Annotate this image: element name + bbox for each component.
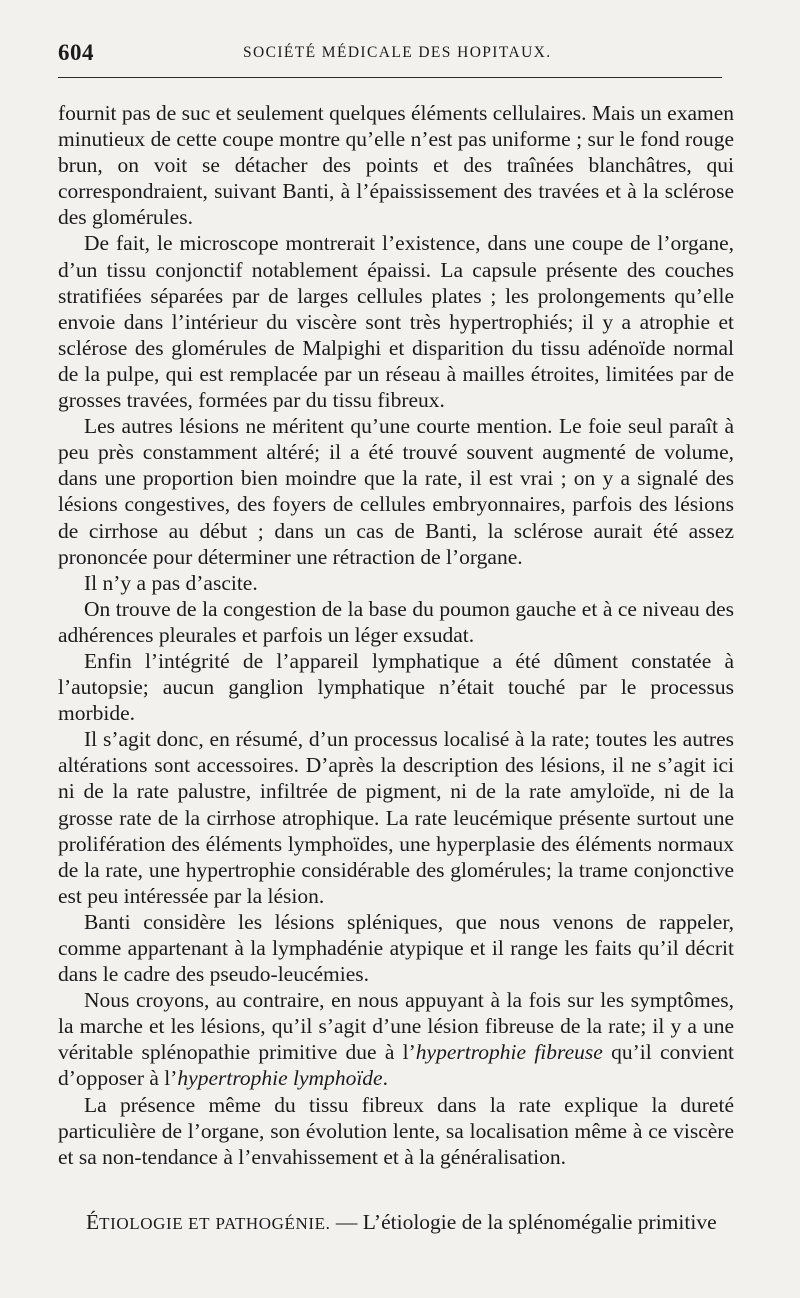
paragraph-6: Enfin l’intégrité de l’appareil lymphatique a été dûment constatée à l’autopsie; aucun ganglion lymphatique n’était touché par le processus morbide. [58,648,734,726]
section-heading-initial: É [86,1210,100,1234]
page-header [58,38,722,66]
paragraph-10: La présence même du tissu fibreux dans la rate explique la dureté particulière de l’organe, son évolution lente, sa localisation même à ce viscère et sa non-tendance à l’envahissement et à la généralisation. [58,1092,734,1169]
page-number: 604 [58,40,94,65]
paragraph-5: On trouve de la congestion de la base du poumon gauche et à ce niveau des adhérences pleurales et parfois un léger exsudat. [58,596,734,647]
paragraph-7: Il s’agit donc, en résumé, d’un processus localisé à la rate; toutes les autres altérations sont accessoires. D’après la description des lésions, il ne s’agit ici ni de la rate palustre, infiltrée de pigment, ni de la rate amyloïde, ni de la grosse rate de la cirrhose atrophique. La rate leucémique présente surtout une prolifération des éléments lymphoïdes, une hyperplasie des éléments normaux de la rate, une hypertrophie considérable des glomérules; la trame conjonctive est peu intéressée par la lésion. [58,727,734,908]
paragraph-3: Les autres lésions ne méritent qu’une courte mention. Le foie seul paraît à peu près constamment altéré; il a été trouvé souvent augmenté de volume, dans une proportion bien moindre que la rate, il est vrai ; on y a signalé des lésions congestives, des foyers de cellules embryonnaires, parfois des lésions de cirrhose au début ; dans un cas de Banti, la sclérose aurait été assez prononcée pour déterminer une rétraction de l’organe. [58,414,734,569]
paragraph-4: Il n’y a pas d’ascite. [84,570,258,595]
paragraph-1: fournit pas de suc et seulement quelques éléments cellulaires. Mais un examen minutieux de cette coupe montre qu’elle n’est pas uniforme ; sur le fond rouge brun, on voit se détacher des points et des traînées blanchâtres, qui correspondraient, suivant Banti, à l’épaississement des travées et à la sclérose des glomérules. [58,101,734,230]
paragraph-9-italic-2: hypertrophie lymphoïde [177,1066,383,1091]
section-heading-part-1: TIOLOGIE ET [99,1214,211,1233]
section-heading-line [86,1209,736,1237]
paragraph-8: Banti considère les lésions spléniques, que nous venons de rappeler, comme appartenant à la lymphadénie atypique et il range les faits qu’il décrit dans le cadre des pseudo-leucémies. [58,909,734,987]
body-text [58,100,734,1170]
section-heading-text: — L’étiologie de la splénomégalie primitive [330,1210,717,1234]
paragraph-9-text-1: Nous croyons, au contraire, en nous appuyant à la fois sur les symptômes, la marche et les lésions, qu’il s’agit d’une lésion fibreuse de la rate; il y a une véritable splénopathie primitive due à l’ [58,988,734,1065]
paragraph-9-text-2: qu’il convient d’opposer à l’ [58,1040,735,1091]
header-rule [58,77,722,78]
paragraph-2: De fait, le microscope montrerait l’existence, dans une coupe de l’organe, d’un tissu conjonctif notablement épaissi. La capsule présente des couches stratifiées séparées par de larges cellules plates ; les prolongements qu’elle envoie dans l’intérieur du viscère sont très hypertrophiés; il y a atrophie et sclérose des glomérules de Malpighi et disparition du tissu adénoïde normal de la pulpe, qui est remplacée par un réseau à mailles étroites, limitées par de grosses travées, formées par du tissu fibreux. [58,231,734,413]
paragraph-9-italic-1: hypertrophie fibreuse [415,1040,603,1065]
paragraph-9-text-3: . [382,1066,388,1091]
section-heading-part-2: PATHOGÉNIE. [215,1214,331,1233]
paragraph-9 [58,987,734,1091]
running-head: SOCIÉTÉ MÉDICALE DES HOPITAUX. [243,44,552,61]
